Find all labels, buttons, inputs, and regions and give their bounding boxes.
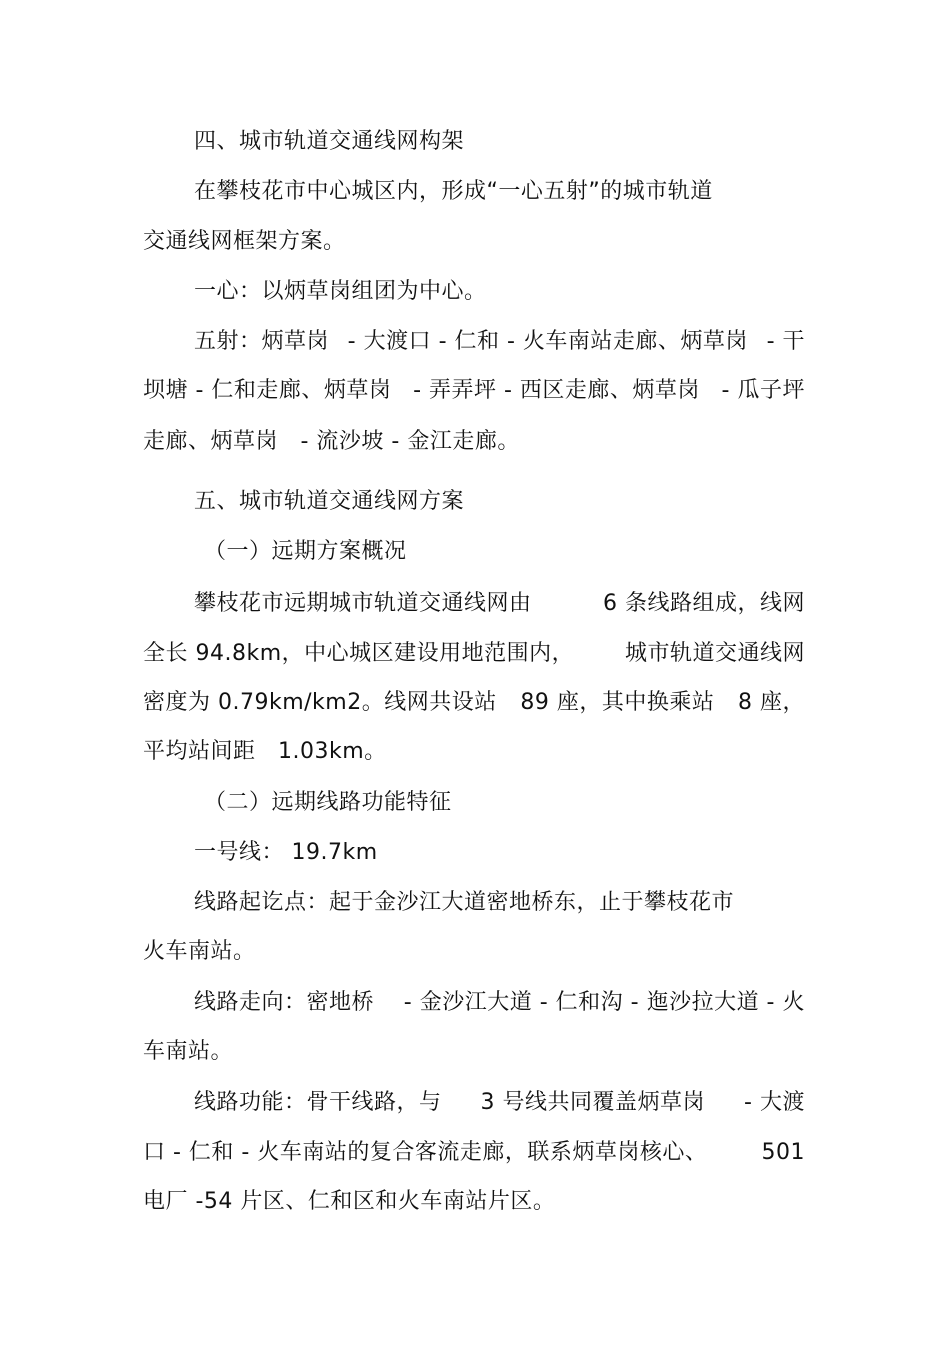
text-segment: - 大渡: [744, 1090, 805, 1115]
paragraph-line: 一号线： 19.7km: [194, 840, 378, 865]
paragraph-line: [194, 327, 805, 357]
paragraph-line: [143, 1138, 805, 1168]
paragraph-line: [194, 988, 805, 1018]
paragraph-line: 交通线网框架方案。: [143, 229, 346, 254]
paragraph-line: 在攀枝花市中心城区内，形成“一心五射”的城市轨道: [194, 179, 713, 204]
text-segment: 8 座，: [737, 690, 805, 715]
text-segment: 坝塘 - 仁和走廊、炳草岗: [143, 378, 392, 403]
text-segment: 3 号线共同覆盖炳草岗: [480, 1090, 706, 1115]
section-4-heading: 四、城市轨道交通线网构架: [194, 129, 465, 154]
text-segment: - 干: [766, 329, 805, 354]
paragraph-line: 线路起讫点：起于金沙江大道密地桥东，止于攀枝花市: [194, 890, 735, 915]
text-segment: 口 - 仁和 - 火车南站的复合客流走廊，联系炳草岗核心、: [143, 1140, 708, 1165]
text-segment: 全长 94.8km，中心城区建设用地范围内，: [143, 641, 575, 666]
paragraph-line: 电厂 -54 片区、仁和区和火车南站片区。: [143, 1189, 556, 1214]
text-segment: 攀枝花市远期城市轨道交通线网由: [194, 591, 532, 616]
text-segment: - 弄弄坪 - 西区走廊、炳草岗: [413, 378, 700, 403]
paragraph-line: 火车南站。: [143, 939, 256, 964]
paragraph-line: [143, 376, 805, 406]
text-segment: - 大渡口 - 仁和 - 火车南站走廊、炳草岗: [347, 329, 748, 354]
subsection-heading: （一）远期方案概况: [204, 539, 407, 564]
paragraph-line: [194, 1088, 805, 1118]
text-segment: 城市轨道交通线网: [624, 641, 805, 666]
paragraph-line: 一心：以炳草岗组团为中心。: [194, 279, 487, 304]
text-segment: 线路功能：骨干线路，与: [194, 1090, 442, 1115]
text-segment: - 金沙江大道 - 仁和沟 - 迤沙拉大道 - 火: [403, 990, 805, 1015]
paragraph-line: [143, 639, 805, 669]
text-segment: 线路走向：密地桥: [194, 990, 375, 1015]
section-5-heading: 五、城市轨道交通线网方案: [194, 489, 465, 514]
subsection-heading: （二）远期线路功能特征: [204, 790, 452, 815]
text-segment: 89 座，其中换乘站: [520, 690, 715, 715]
paragraph-line: [194, 589, 805, 619]
text-segment: 五射：炳草岗: [194, 329, 330, 354]
text-segment: - 瓜子坪: [721, 378, 805, 403]
paragraph-line: 车南站。: [143, 1039, 234, 1064]
paragraph-line: 平均站间距 1.03km。: [143, 739, 387, 764]
paragraph-line: 走廊、炳草岗 - 流沙坡 - 金江走廊。: [143, 429, 520, 454]
text-segment: 501: [761, 1140, 805, 1165]
paragraph-line: [143, 688, 805, 718]
text-segment: 密度为 0.79km/km2。线网共设站: [143, 690, 497, 715]
text-segment: 6 条线路组成，线网: [603, 591, 805, 616]
